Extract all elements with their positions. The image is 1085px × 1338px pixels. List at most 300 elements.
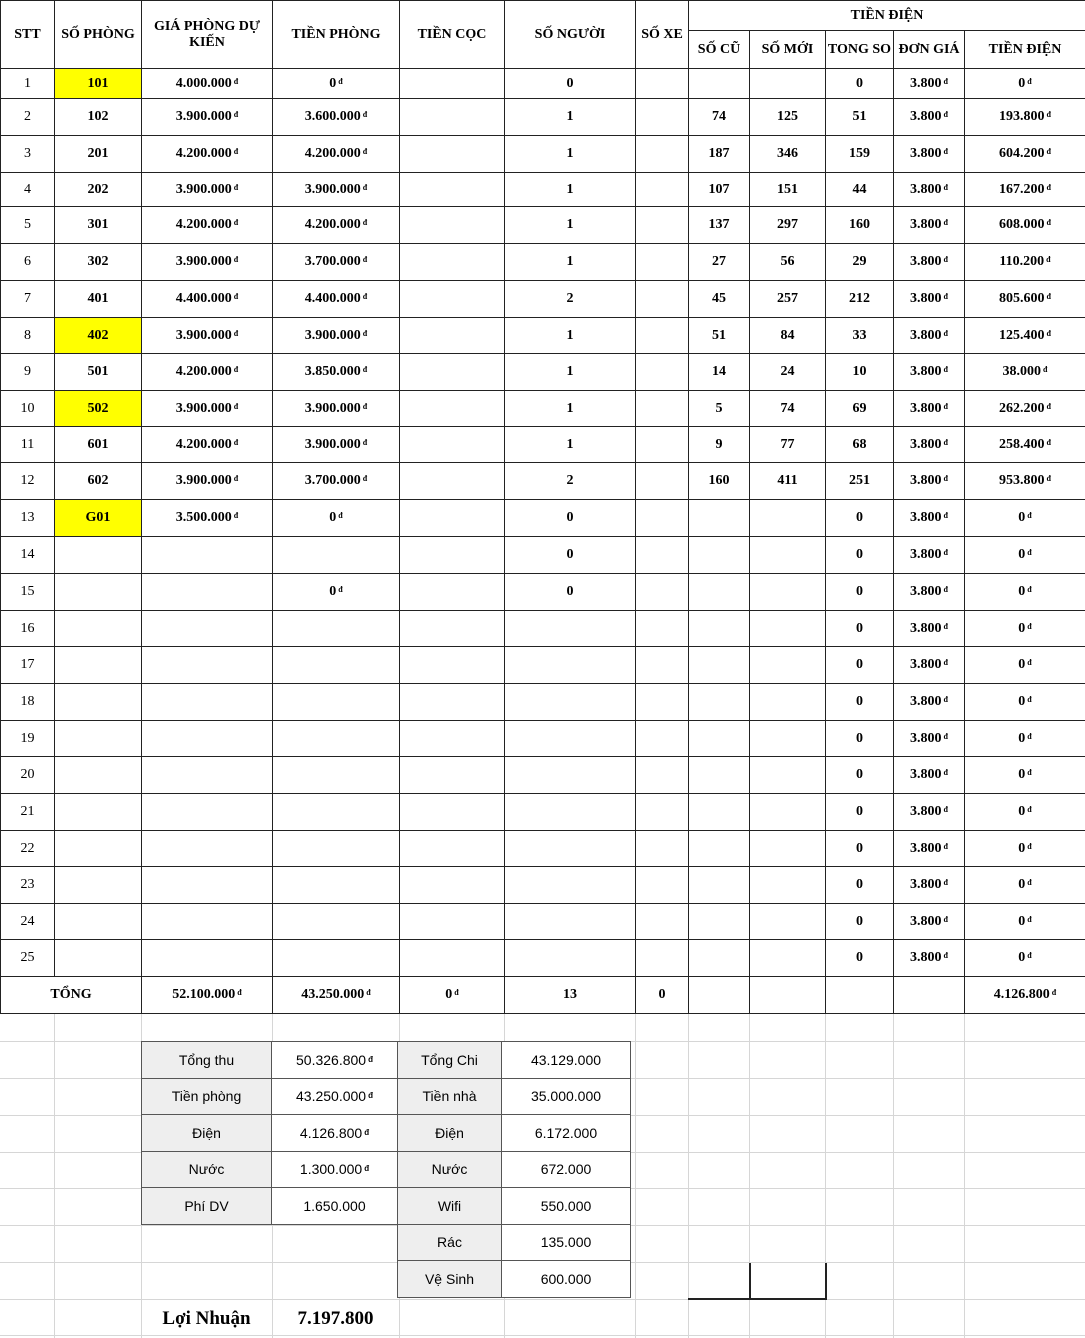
cell-new-reading[interactable] <box>750 647 826 684</box>
cell-expected-price[interactable] <box>142 611 273 647</box>
cell-expected-price[interactable]: 4.200.000 $^đ$ <box>142 427 273 463</box>
cell-room-number[interactable] <box>55 794 142 831</box>
cell-people[interactable]: 1 <box>505 173 636 207</box>
cell-vehicles[interactable] <box>636 427 689 463</box>
cell-stt[interactable]: 21 <box>1 794 55 831</box>
cell-deposit[interactable] <box>400 463 505 500</box>
cell-room-fee[interactable] <box>273 867 400 904</box>
expense-value[interactable]: 600.000 <box>502 1261 631 1298</box>
cell-unit-price[interactable]: 3.800 $^đ$ <box>894 207 965 244</box>
cell-deposit[interactable] <box>400 173 505 207</box>
cell-deposit[interactable] <box>400 318 505 354</box>
income-label[interactable]: Tổng thu <box>142 1042 272 1079</box>
cell-expected-price[interactable]: 3.500.000 $^đ$ <box>142 500 273 537</box>
cell-expected-price[interactable] <box>142 831 273 867</box>
cell[interactable] <box>272 1261 398 1298</box>
cell-stt[interactable]: 1 <box>1 69 55 99</box>
cell-total-units[interactable]: 0 <box>826 940 894 977</box>
cell-old-reading[interactable] <box>689 904 750 940</box>
cell-old-reading[interactable]: 187 <box>689 136 750 173</box>
cell-people[interactable]: 1 <box>505 427 636 463</box>
cell-unit-price[interactable]: 3.800 $^đ$ <box>894 831 965 867</box>
cell-people[interactable] <box>505 904 636 940</box>
cell-expected-price[interactable]: 3.900.000 $^đ$ <box>142 463 273 500</box>
cell-room-fee[interactable]: 0 $^đ$ <box>273 574 400 611</box>
cell-old-reading[interactable] <box>689 537 750 574</box>
cell-new-reading[interactable]: 151 <box>750 173 826 207</box>
header-room-number[interactable]: SỐ PHÒNG <box>55 1 142 69</box>
cell-expected-price[interactable] <box>142 684 273 721</box>
cell-room-number[interactable]: 102 <box>55 99 142 136</box>
header-electricity-fee[interactable]: TIỀN ĐIỆN <box>965 31 1085 69</box>
cell-total-units[interactable]: 33 <box>826 318 894 354</box>
expense-value[interactable]: 35.000.000 <box>502 1078 631 1115</box>
cell-people[interactable] <box>505 721 636 757</box>
cell-total-units[interactable]: 0 <box>826 794 894 831</box>
cell-new-reading[interactable]: 84 <box>750 318 826 354</box>
income-label[interactable]: Nước <box>142 1151 272 1188</box>
cell-new-reading[interactable] <box>750 904 826 940</box>
cell-deposit[interactable] <box>400 244 505 281</box>
cell-people[interactable] <box>505 794 636 831</box>
cell-unit-price[interactable]: 3.800 $^đ$ <box>894 647 965 684</box>
cell-room-fee[interactable] <box>273 684 400 721</box>
cell-unit-price[interactable]: 3.800 $^đ$ <box>894 537 965 574</box>
cell-electricity-fee[interactable]: 262.200 $^đ$ <box>965 391 1085 427</box>
cell-room-fee[interactable] <box>273 940 400 977</box>
cell-people[interactable]: 1 <box>505 391 636 427</box>
expense-label[interactable]: Điện <box>398 1115 502 1152</box>
cell-stt[interactable]: 16 <box>1 611 55 647</box>
expense-label[interactable]: Nước <box>398 1151 502 1188</box>
cell-vehicles[interactable] <box>636 831 689 867</box>
cell-room-fee[interactable] <box>273 537 400 574</box>
cell-total-units[interactable]: 0 <box>826 611 894 647</box>
cell-total-units[interactable]: 0 <box>826 684 894 721</box>
cell-unit-price[interactable]: 3.800 $^đ$ <box>894 173 965 207</box>
cell-new-reading[interactable]: 297 <box>750 207 826 244</box>
income-value[interactable]: 43.250.000 $^đ$ <box>272 1078 398 1115</box>
cell-expected-price[interactable] <box>142 647 273 684</box>
cell-deposit[interactable] <box>400 574 505 611</box>
cell-electricity-fee[interactable]: 0 $^đ$ <box>965 537 1085 574</box>
cell-stt[interactable]: 4 <box>1 173 55 207</box>
cell-vehicles[interactable] <box>636 136 689 173</box>
cell-new-reading[interactable] <box>750 757 826 794</box>
cell-total-units[interactable]: 68 <box>826 427 894 463</box>
cell-electricity-fee[interactable]: 608.000 $^đ$ <box>965 207 1085 244</box>
expense-label[interactable]: Wifi <box>398 1188 502 1225</box>
cell-room-number[interactable] <box>55 647 142 684</box>
header-room-fee[interactable]: TIỀN PHÒNG <box>273 1 400 69</box>
cell-unit-price[interactable]: 3.800 $^đ$ <box>894 281 965 318</box>
cell-stt[interactable]: 23 <box>1 867 55 904</box>
cell-unit-price[interactable]: 3.800 $^đ$ <box>894 244 965 281</box>
total-vehicles[interactable]: 0 <box>636 977 689 1014</box>
cell-vehicles[interactable] <box>636 391 689 427</box>
cell-stt[interactable]: 10 <box>1 391 55 427</box>
cell-old-reading[interactable] <box>689 500 750 537</box>
cell-room-fee[interactable] <box>273 757 400 794</box>
cell-deposit[interactable] <box>400 500 505 537</box>
cell-total-units[interactable]: 29 <box>826 244 894 281</box>
cell-old-reading[interactable] <box>689 647 750 684</box>
cell-new-reading[interactable] <box>750 831 826 867</box>
cell-stt[interactable]: 8 <box>1 318 55 354</box>
expense-value[interactable]: 550.000 <box>502 1188 631 1225</box>
header-new-reading[interactable]: SỐ MỚI <box>750 31 826 69</box>
cell-total-units[interactable]: 0 <box>826 69 894 99</box>
cell-deposit[interactable] <box>400 684 505 721</box>
cell-unit-price[interactable]: 3.800 $^đ$ <box>894 904 965 940</box>
cell-vehicles[interactable] <box>636 318 689 354</box>
cell-total-units[interactable]: 159 <box>826 136 894 173</box>
cell-deposit[interactable] <box>400 99 505 136</box>
cell-room-fee[interactable]: 3.700.000 $^đ$ <box>273 244 400 281</box>
cell-expected-price[interactable]: 4.400.000 $^đ$ <box>142 281 273 318</box>
cell-expected-price[interactable]: 4.200.000 $^đ$ <box>142 207 273 244</box>
cell-stt[interactable]: 25 <box>1 940 55 977</box>
cell-room-number[interactable]: 501 <box>55 354 142 391</box>
cell-old-reading[interactable] <box>689 757 750 794</box>
cell-room-fee[interactable] <box>273 904 400 940</box>
total-room-fee[interactable]: 43.250.000 $^đ$ <box>273 977 400 1014</box>
cell-old-reading[interactable] <box>689 794 750 831</box>
cell-people[interactable]: 2 <box>505 463 636 500</box>
cell-room-fee[interactable]: 3.700.000 $^đ$ <box>273 463 400 500</box>
cell-vehicles[interactable] <box>636 904 689 940</box>
cell-old-reading[interactable]: 45 <box>689 281 750 318</box>
cell-electricity-fee[interactable]: 0 $^đ$ <box>965 69 1085 99</box>
cell-room-fee[interactable] <box>273 611 400 647</box>
cell-room-number[interactable]: 302 <box>55 244 142 281</box>
expense-label[interactable]: Vệ Sinh <box>398 1261 502 1298</box>
cell[interactable] <box>894 977 965 1014</box>
cell-vehicles[interactable] <box>636 867 689 904</box>
cell-total-units[interactable]: 51 <box>826 99 894 136</box>
cell-room-fee[interactable] <box>273 721 400 757</box>
cell-stt[interactable]: 5 <box>1 207 55 244</box>
cell-vehicles[interactable] <box>636 757 689 794</box>
cell-expected-price[interactable]: 4.200.000 $^đ$ <box>142 136 273 173</box>
cell-vehicles[interactable] <box>636 207 689 244</box>
cell-electricity-fee[interactable]: 0 $^đ$ <box>965 611 1085 647</box>
cell-electricity-fee[interactable]: 0 $^đ$ <box>965 831 1085 867</box>
cell-unit-price[interactable]: 3.800 $^đ$ <box>894 794 965 831</box>
cell-stt[interactable]: 6 <box>1 244 55 281</box>
cell-new-reading[interactable] <box>750 537 826 574</box>
cell-stt[interactable]: 22 <box>1 831 55 867</box>
cell[interactable] <box>142 1261 272 1298</box>
header-electricity-group[interactable]: TIỀN ĐIỆN <box>689 1 1085 31</box>
cell-stt[interactable]: 12 <box>1 463 55 500</box>
cell-vehicles[interactable] <box>636 611 689 647</box>
cell-new-reading[interactable] <box>750 500 826 537</box>
cell-deposit[interactable] <box>400 611 505 647</box>
cell-stt[interactable]: 11 <box>1 427 55 463</box>
cell-deposit[interactable] <box>400 940 505 977</box>
cell-deposit[interactable] <box>400 427 505 463</box>
cell-expected-price[interactable]: 4.000.000 $^đ$ <box>142 69 273 99</box>
header-vehicles[interactable]: SỐ XE <box>636 1 689 69</box>
cell-electricity-fee[interactable]: 0 $^đ$ <box>965 940 1085 977</box>
cell-room-number[interactable] <box>55 831 142 867</box>
income-value[interactable]: 50.326.800 $^đ$ <box>272 1042 398 1079</box>
cell-total-units[interactable]: 0 <box>826 757 894 794</box>
cell-unit-price[interactable]: 3.800 $^đ$ <box>894 574 965 611</box>
cell-deposit[interactable] <box>400 904 505 940</box>
cell-room-number[interactable] <box>55 537 142 574</box>
cell-room-fee[interactable]: 3.900.000 $^đ$ <box>273 318 400 354</box>
cell-room-fee[interactable] <box>273 831 400 867</box>
cell-expected-price[interactable]: 3.900.000 $^đ$ <box>142 391 273 427</box>
cell-old-reading[interactable] <box>689 611 750 647</box>
cell-total-units[interactable]: 44 <box>826 173 894 207</box>
total-deposit[interactable]: 0 $^đ$ <box>400 977 505 1014</box>
cell-electricity-fee[interactable]: 0 $^đ$ <box>965 647 1085 684</box>
cell-room-number[interactable] <box>55 611 142 647</box>
cell-expected-price[interactable] <box>142 721 273 757</box>
cell-new-reading[interactable]: 24 <box>750 354 826 391</box>
cell-old-reading[interactable]: 27 <box>689 244 750 281</box>
cell-room-fee[interactable]: 3.900.000 $^đ$ <box>273 173 400 207</box>
cell-stt[interactable]: 2 <box>1 99 55 136</box>
cell[interactable] <box>142 1224 272 1261</box>
cell-new-reading[interactable] <box>750 794 826 831</box>
cell-vehicles[interactable] <box>636 721 689 757</box>
cell-electricity-fee[interactable]: 38.000 $^đ$ <box>965 354 1085 391</box>
cell-unit-price[interactable]: 3.800 $^đ$ <box>894 684 965 721</box>
cell[interactable] <box>689 977 750 1014</box>
bordered-cell[interactable] <box>688 1263 751 1300</box>
cell-deposit[interactable] <box>400 647 505 684</box>
cell-old-reading[interactable] <box>689 867 750 904</box>
cell-people[interactable]: 0 <box>505 500 636 537</box>
cell-room-fee[interactable]: 3.600.000 $^đ$ <box>273 99 400 136</box>
cell-electricity-fee[interactable]: 125.400 $^đ$ <box>965 318 1085 354</box>
cell-electricity-fee[interactable]: 0 $^đ$ <box>965 684 1085 721</box>
cell-old-reading[interactable]: 5 <box>689 391 750 427</box>
cell-vehicles[interactable] <box>636 574 689 611</box>
cell-room-number[interactable]: 502 <box>55 391 142 427</box>
cell-new-reading[interactable]: 125 <box>750 99 826 136</box>
cell-new-reading[interactable]: 56 <box>750 244 826 281</box>
income-label[interactable]: Phí DV <box>142 1188 272 1225</box>
cell-unit-price[interactable]: 3.800 $^đ$ <box>894 940 965 977</box>
cell-expected-price[interactable] <box>142 537 273 574</box>
cell-room-number[interactable] <box>55 721 142 757</box>
cell-old-reading[interactable]: 137 <box>689 207 750 244</box>
cell-old-reading[interactable] <box>689 940 750 977</box>
profit-label[interactable]: Lợi Nhuận <box>162 1308 251 1329</box>
header-deposit[interactable]: TIỀN CỌC <box>400 1 505 69</box>
cell-unit-price[interactable]: 3.800 $^đ$ <box>894 463 965 500</box>
cell-old-reading[interactable]: 9 <box>689 427 750 463</box>
cell-expected-price[interactable]: 3.900.000 $^đ$ <box>142 244 273 281</box>
expense-value[interactable]: 135.000 <box>502 1224 631 1261</box>
cell-old-reading[interactable] <box>689 831 750 867</box>
cell-new-reading[interactable]: 74 <box>750 391 826 427</box>
cell-old-reading[interactable]: 51 <box>689 318 750 354</box>
cell-new-reading[interactable]: 346 <box>750 136 826 173</box>
header-stt[interactable]: STT <box>1 1 55 69</box>
cell-new-reading[interactable] <box>750 69 826 99</box>
cell-stt[interactable]: 19 <box>1 721 55 757</box>
cell-deposit[interactable] <box>400 867 505 904</box>
cell-people[interactable]: 1 <box>505 99 636 136</box>
cell-unit-price[interactable]: 3.800 $^đ$ <box>894 500 965 537</box>
cell-room-number[interactable]: 101 <box>55 69 142 99</box>
cell-deposit[interactable] <box>400 69 505 99</box>
cell-room-number[interactable]: 202 <box>55 173 142 207</box>
cell-electricity-fee[interactable]: 604.200 $^đ$ <box>965 136 1085 173</box>
cell-stt[interactable]: 9 <box>1 354 55 391</box>
cell-room-number[interactable]: 201 <box>55 136 142 173</box>
cell-electricity-fee[interactable]: 0 $^đ$ <box>965 721 1085 757</box>
cell-deposit[interactable] <box>400 136 505 173</box>
cell-people[interactable] <box>505 647 636 684</box>
cell-new-reading[interactable] <box>750 611 826 647</box>
total-label[interactable]: TỔNG <box>1 977 142 1014</box>
cell-room-number[interactable] <box>55 684 142 721</box>
cell[interactable] <box>750 977 826 1014</box>
cell-room-number[interactable]: 401 <box>55 281 142 318</box>
income-label[interactable]: Tiền phòng <box>142 1078 272 1115</box>
cell-vehicles[interactable] <box>636 354 689 391</box>
cell-people[interactable]: 0 <box>505 69 636 99</box>
cell-deposit[interactable] <box>400 794 505 831</box>
cell-new-reading[interactable] <box>750 574 826 611</box>
cell-expected-price[interactable] <box>142 757 273 794</box>
cell-stt[interactable]: 17 <box>1 647 55 684</box>
expense-value[interactable]: 672.000 <box>502 1151 631 1188</box>
cell-expected-price[interactable]: 4.200.000 $^đ$ <box>142 354 273 391</box>
cell-people[interactable] <box>505 684 636 721</box>
cell-stt[interactable]: 3 <box>1 136 55 173</box>
cell-total-units[interactable]: 0 <box>826 647 894 684</box>
cell-electricity-fee[interactable]: 0 $^đ$ <box>965 904 1085 940</box>
cell-people[interactable] <box>505 831 636 867</box>
cell-vehicles[interactable] <box>636 500 689 537</box>
cell-deposit[interactable] <box>400 391 505 427</box>
cell-stt[interactable]: 24 <box>1 904 55 940</box>
cell-room-number[interactable]: G01 <box>55 500 142 537</box>
cell-expected-price[interactable]: 3.900.000 $^đ$ <box>142 173 273 207</box>
cell-deposit[interactable] <box>400 831 505 867</box>
cell-expected-price[interactable]: 3.900.000 $^đ$ <box>142 318 273 354</box>
cell-people[interactable] <box>505 940 636 977</box>
bordered-cell[interactable] <box>749 1263 827 1300</box>
cell-vehicles[interactable] <box>636 463 689 500</box>
cell[interactable] <box>272 1224 398 1261</box>
cell-expected-price[interactable] <box>142 574 273 611</box>
cell-electricity-fee[interactable]: 193.800 $^đ$ <box>965 99 1085 136</box>
cell-vehicles[interactable] <box>636 647 689 684</box>
cell-room-fee[interactable] <box>273 794 400 831</box>
cell-electricity-fee[interactable]: 167.200 $^đ$ <box>965 173 1085 207</box>
income-value[interactable]: 1.650.000 <box>272 1188 398 1225</box>
cell-total-units[interactable]: 0 <box>826 867 894 904</box>
cell-electricity-fee[interactable]: 258.400 $^đ$ <box>965 427 1085 463</box>
cell-people[interactable] <box>505 611 636 647</box>
cell-vehicles[interactable] <box>636 794 689 831</box>
expense-value[interactable]: 6.172.000 <box>502 1115 631 1152</box>
cell-unit-price[interactable]: 3.800 $^đ$ <box>894 427 965 463</box>
cell-unit-price[interactable]: 3.800 $^đ$ <box>894 354 965 391</box>
income-label[interactable]: Điện <box>142 1115 272 1152</box>
cell-room-fee[interactable]: 3.900.000 $^đ$ <box>273 391 400 427</box>
cell-room-fee[interactable]: 3.900.000 $^đ$ <box>273 427 400 463</box>
cell-new-reading[interactable] <box>750 721 826 757</box>
cell-deposit[interactable] <box>400 721 505 757</box>
cell-deposit[interactable] <box>400 354 505 391</box>
expense-label[interactable]: Tổng Chi <box>398 1042 502 1079</box>
cell-electricity-fee[interactable]: 0 $^đ$ <box>965 794 1085 831</box>
cell-electricity-fee[interactable]: 110.200 $^đ$ <box>965 244 1085 281</box>
cell-total-units[interactable]: 0 <box>826 721 894 757</box>
expense-label[interactable]: Tiền nhà <box>398 1078 502 1115</box>
cell-people[interactable] <box>505 867 636 904</box>
cell-expected-price[interactable] <box>142 794 273 831</box>
cell-stt[interactable]: 13 <box>1 500 55 537</box>
cell-electricity-fee[interactable]: 0 $^đ$ <box>965 867 1085 904</box>
cell-deposit[interactable] <box>400 281 505 318</box>
cell-deposit[interactable] <box>400 207 505 244</box>
cell-room-number[interactable]: 602 <box>55 463 142 500</box>
cell-old-reading[interactable] <box>689 684 750 721</box>
cell-new-reading[interactable] <box>750 867 826 904</box>
cell-vehicles[interactable] <box>636 537 689 574</box>
cell-room-number[interactable] <box>55 940 142 977</box>
header-expected-price[interactable]: GIÁ PHÒNG DỰ KIẾN <box>142 1 273 69</box>
cell-old-reading[interactable] <box>689 721 750 757</box>
cell-room-number[interactable] <box>55 867 142 904</box>
cell-room-number[interactable]: 601 <box>55 427 142 463</box>
header-people[interactable]: SỐ NGƯỜI <box>505 1 636 69</box>
cell-people[interactable]: 1 <box>505 244 636 281</box>
cell-room-fee[interactable]: 0 $^đ$ <box>273 69 400 99</box>
cell-vehicles[interactable] <box>636 684 689 721</box>
cell-vehicles[interactable] <box>636 173 689 207</box>
total-expected-price[interactable]: 52.100.000 $^đ$ <box>142 977 273 1014</box>
cell-room-fee[interactable]: 3.850.000 $^đ$ <box>273 354 400 391</box>
cell-people[interactable]: 0 <box>505 574 636 611</box>
cell-stt[interactable]: 15 <box>1 574 55 611</box>
header-old-reading[interactable]: SỐ CŨ <box>689 31 750 69</box>
cell-vehicles[interactable] <box>636 69 689 99</box>
cell-people[interactable]: 1 <box>505 354 636 391</box>
cell-total-units[interactable]: 0 <box>826 537 894 574</box>
cell-total-units[interactable]: 251 <box>826 463 894 500</box>
cell-expected-price[interactable]: 3.900.000 $^đ$ <box>142 99 273 136</box>
cell-expected-price[interactable] <box>142 940 273 977</box>
cell-vehicles[interactable] <box>636 244 689 281</box>
cell-old-reading[interactable] <box>689 69 750 99</box>
cell-room-number[interactable] <box>55 904 142 940</box>
cell-room-fee[interactable]: 0 $^đ$ <box>273 500 400 537</box>
cell-vehicles[interactable] <box>636 281 689 318</box>
cell-total-units[interactable]: 0 <box>826 831 894 867</box>
cell-unit-price[interactable]: 3.800 $^đ$ <box>894 611 965 647</box>
cell-total-units[interactable]: 212 <box>826 281 894 318</box>
cell-room-number[interactable]: 402 <box>55 318 142 354</box>
cell-old-reading[interactable]: 74 <box>689 99 750 136</box>
expense-value[interactable]: 43.129.000 <box>502 1042 631 1079</box>
cell-total-units[interactable]: 160 <box>826 207 894 244</box>
cell-unit-price[interactable]: 3.800 $^đ$ <box>894 391 965 427</box>
cell-stt[interactable]: 18 <box>1 684 55 721</box>
cell-people[interactable]: 0 <box>505 537 636 574</box>
